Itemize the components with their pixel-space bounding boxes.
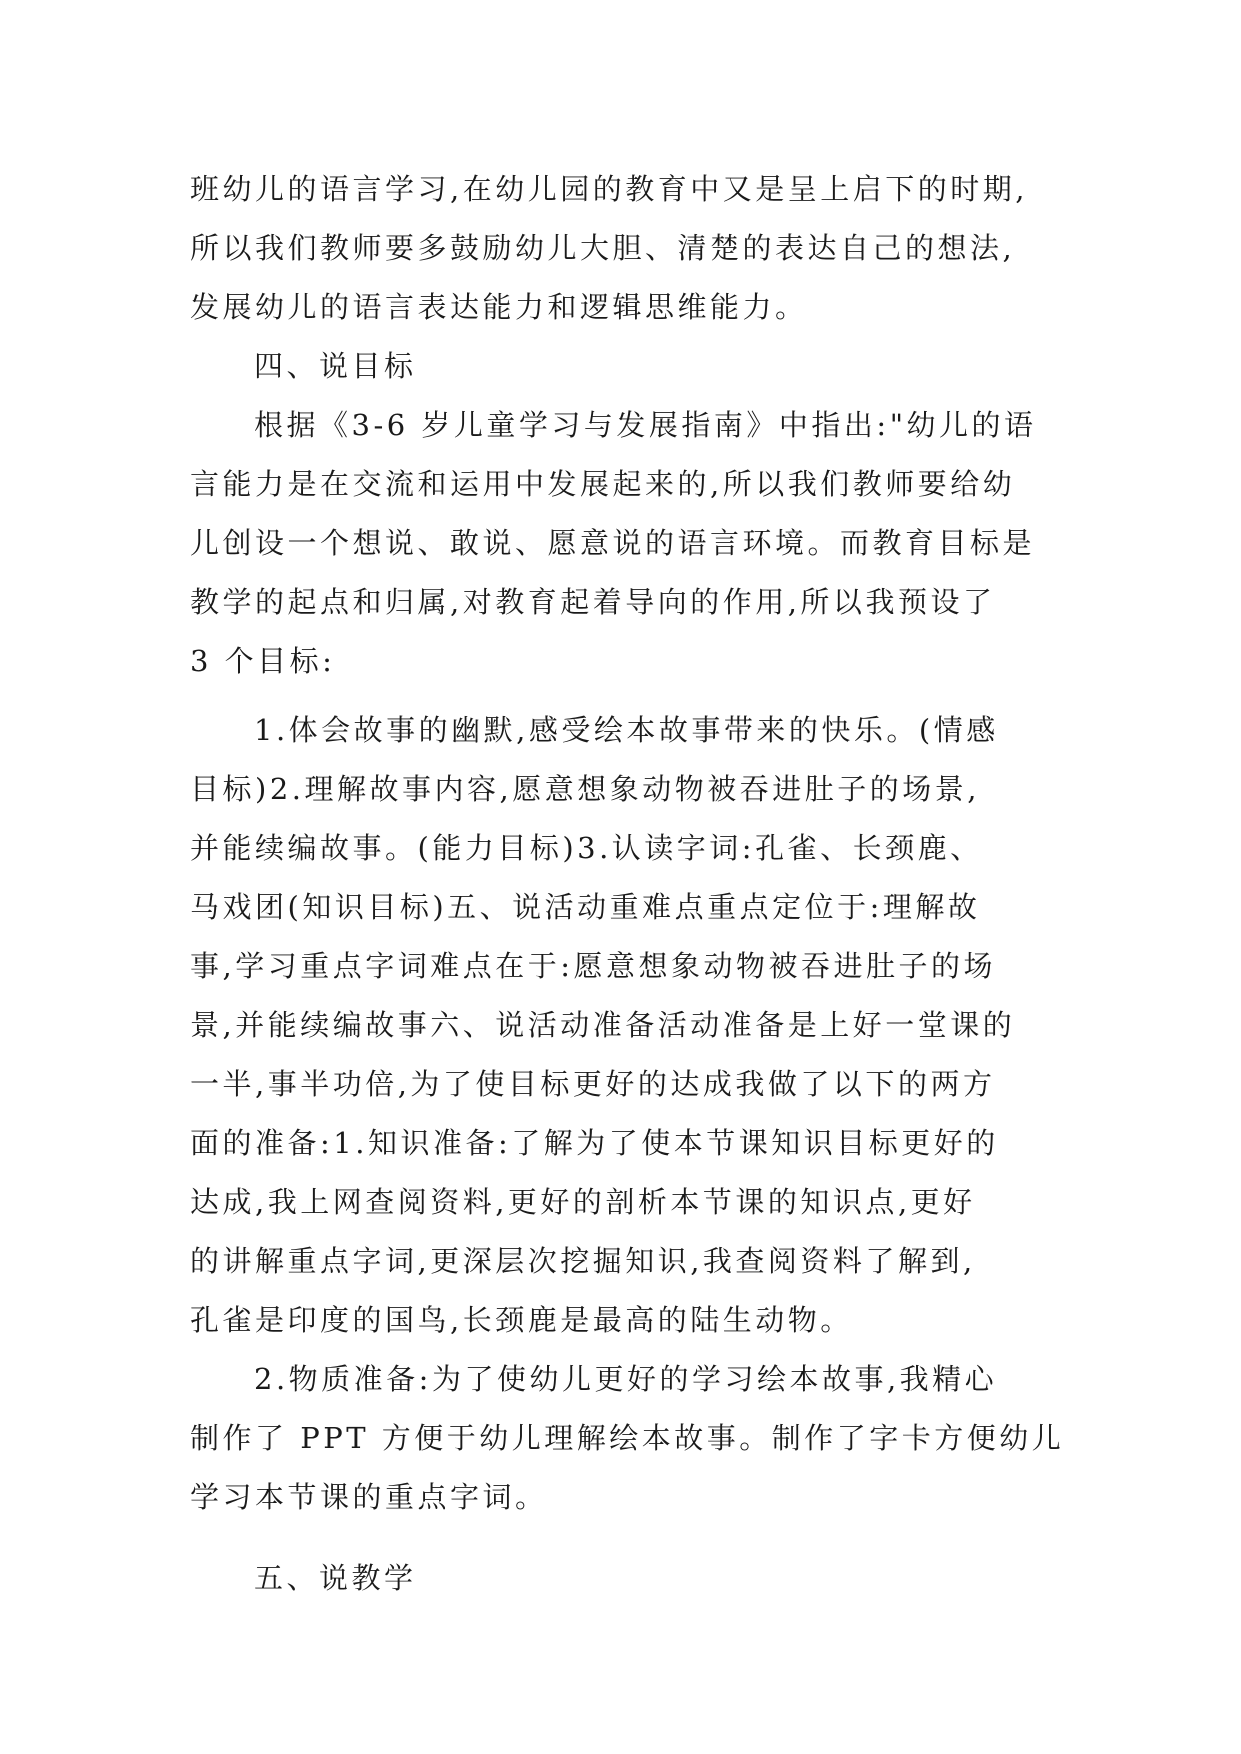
paragraph-line: 一半,事半功倍,为了使目标更好的达成我做了以下的两方 [190, 1067, 996, 1101]
paragraph-line: 学习本节课的重点字词。 [190, 1480, 548, 1514]
paragraph-line: 目标)2.理解故事内容,愿意想象动物被吞进肚子的场景, [190, 772, 980, 806]
paragraph-line: 事,学习重点字词难点在于:愿意想象动物被吞进肚子的场 [190, 949, 996, 983]
paragraph-line: 的讲解重点字词,更深层次挖掘知识,我查阅资料了解到, [190, 1244, 976, 1278]
paragraph-line: 儿创设一个想说、敢说、愿意说的语言环境。而教育目标是 [190, 526, 1036, 560]
paragraph-line: 2.物质准备:为了使幼儿更好的学习绘本故事,我精心 [254, 1362, 998, 1396]
paragraph-line: 所以我们教师要多鼓励幼儿大胆、清楚的表达自己的想法, [190, 231, 1016, 265]
paragraph-line: 马戏团(知识目标)五、说活动重难点重点定位于:理解故 [190, 890, 981, 924]
paragraph-line: 发展幼儿的语言表达能力和逻辑思维能力。 [190, 290, 808, 324]
paragraph-line: 达成,我上网查阅资料,更好的剖析本节课的知识点,更好 [190, 1185, 976, 1219]
paragraph-line: 并能续编故事。(能力目标)3.认读字词:孔雀、长颈鹿、 [190, 831, 983, 865]
paragraph-line: 3 个目标: [190, 644, 336, 678]
section-heading-teaching: 五、说教学 [254, 1561, 417, 1595]
paragraph-line: 言能力是在交流和运用中发展起来的,所以我们教师要给幼 [190, 467, 1016, 501]
paragraph-line: 面的准备:1.知识准备:了解为了使本节课知识目标更好的 [190, 1126, 999, 1160]
paragraph-line: 根据《3-6 岁儿童学习与发展指南》中指出:"幼儿的语 [254, 408, 1037, 442]
paragraph-line: 孔雀是印度的国鸟,长颈鹿是最高的陆生动物。 [190, 1303, 853, 1337]
document-body [190, 160, 1070, 1608]
paragraph-line: 1.体会故事的幽默,感受绘本故事带来的快乐。(情感 [254, 713, 999, 747]
section-heading-objectives: 四、说目标 [254, 349, 417, 383]
paragraph-line: 制作了 PPT 方便于幼儿理解绘本故事。制作了字卡方便幼儿 [190, 1421, 1065, 1455]
paragraph-line: 班幼儿的语言学习,在幼儿园的教育中又是呈上启下的时期, [190, 172, 1028, 206]
paragraph-line: 教学的起点和归属,对教育起着导向的作用,所以我预设了 [190, 585, 996, 619]
paragraph-line: 景,并能续编故事六、说活动准备活动准备是上好一堂课的 [190, 1008, 1016, 1042]
